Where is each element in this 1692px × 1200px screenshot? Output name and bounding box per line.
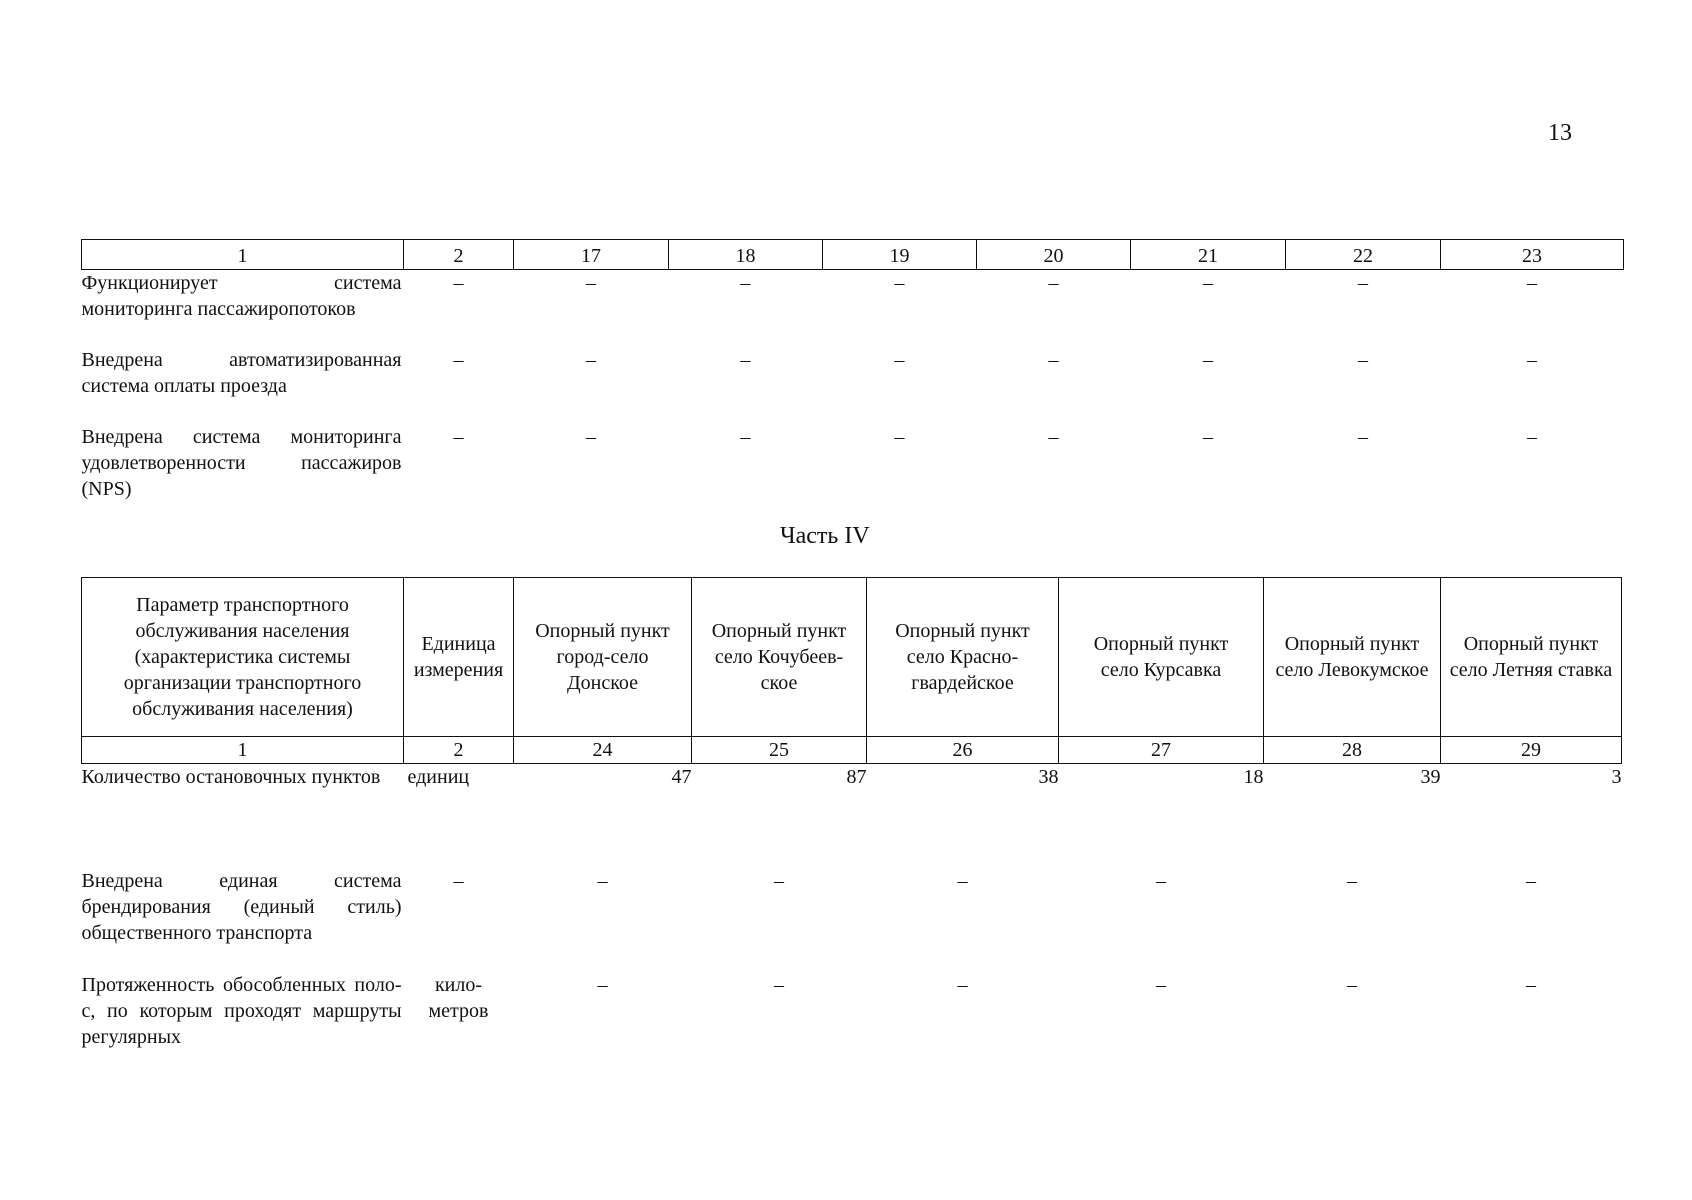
row-label: Внедрена единая система брендирования (единый стиль) общественного транспорта	[81, 869, 402, 944]
value-cell: –	[597, 973, 608, 996]
header-cell: Опорный пункт село Курсавка	[1059, 578, 1264, 737]
header-cell: 27	[1059, 737, 1264, 764]
value-cell: –	[957, 869, 968, 892]
value-cell: –	[774, 973, 784, 996]
cell: –	[1358, 272, 1368, 294]
unit-cell: кило-метров	[428, 973, 489, 1022]
cell: –	[1358, 425, 1368, 448]
value-cell: 87	[846, 766, 867, 788]
header-cell: Опорный пункт село Кочубеев-ское	[692, 578, 867, 737]
header-cell: Опорный пункт село Летняя ставка	[1441, 578, 1622, 737]
value-cell: –	[1156, 973, 1166, 996]
row-label: Внедрена система мониторинга удовлетворенности пассажиров (NPS)	[81, 425, 402, 500]
unit-cell: –	[453, 869, 464, 892]
header-cell: Опорный пункт село Левокумское	[1264, 578, 1441, 737]
header-cell: 20	[977, 240, 1131, 270]
table-row	[82, 270, 1624, 347]
value-cell: –	[1347, 973, 1357, 996]
cell: –	[894, 348, 905, 371]
header-cell: 23	[1441, 240, 1624, 270]
bottom-table	[81, 577, 1622, 1052]
cell: –	[453, 425, 464, 448]
header-cell: 24	[514, 737, 692, 764]
value-cell: 3	[1611, 766, 1622, 788]
header-cell: 1	[82, 737, 404, 764]
header-cell: 26	[867, 737, 1059, 764]
value-cell: –	[597, 869, 608, 892]
cell: –	[1358, 348, 1368, 371]
cell: –	[740, 425, 751, 448]
header-cell: 1	[82, 240, 404, 270]
cell: –	[894, 425, 905, 448]
header-cell: Параметр транспортного обслуживания населения (характеристика системы организации транспортного обслуживания населения)	[82, 578, 404, 737]
bottom-table-header-row	[82, 578, 1622, 737]
header-cell: 28	[1264, 737, 1441, 764]
cell: –	[1048, 348, 1059, 371]
cell: –	[586, 272, 596, 294]
cell: –	[1527, 348, 1537, 371]
bottom-table-number-row	[82, 737, 1622, 764]
header-cell: 29	[1441, 737, 1622, 764]
top-table	[81, 239, 1624, 504]
row-label: Внедрена автоматизированная система оплаты проезда	[81, 348, 402, 397]
header-cell: 22	[1286, 240, 1441, 270]
header-cell: 2	[404, 737, 514, 764]
row-label: Функционирует система мониторинга пассажиропотоков	[81, 272, 402, 320]
section-title: Часть IV	[780, 523, 870, 549]
value-cell: –	[1526, 869, 1536, 892]
cell: –	[1203, 272, 1213, 294]
cell: –	[1048, 425, 1059, 448]
row-label: Протяженность обособленных полос, по которым проходят маршруты регулярных	[81, 973, 402, 1048]
table-row	[82, 764, 1622, 868]
table-row	[82, 424, 1624, 504]
cell: –	[1203, 425, 1213, 448]
header-cell: Единица измерения	[404, 578, 514, 737]
value-cell: 39	[1420, 766, 1441, 788]
table-row	[82, 868, 1622, 972]
table-row	[82, 972, 1622, 1052]
cell: –	[1527, 425, 1537, 448]
cell: –	[586, 348, 596, 371]
header-cell: 18	[669, 240, 823, 270]
table-row	[82, 347, 1624, 424]
cell: –	[1203, 348, 1213, 371]
value-cell: –	[1347, 869, 1357, 892]
header-cell: Опорный пункт город-село Донское	[514, 578, 692, 737]
unit-cell: единиц	[407, 766, 470, 788]
value-cell: –	[774, 869, 784, 892]
cell: –	[453, 348, 464, 371]
header-cell: Опорный пункт село Красно-гвардейское	[867, 578, 1059, 737]
value-cell: –	[1156, 869, 1166, 892]
header-cell: 17	[514, 240, 669, 270]
value-cell: 38	[1038, 766, 1059, 788]
header-cell: 21	[1131, 240, 1286, 270]
cell: –	[453, 272, 464, 294]
page-number: 13	[1548, 120, 1572, 146]
value-cell: –	[1526, 973, 1536, 996]
top-table-header-row	[82, 240, 1624, 270]
value-cell: –	[957, 973, 968, 996]
header-cell: 25	[692, 737, 867, 764]
row-label: Количество остановочных пунктов	[81, 766, 381, 788]
cell: –	[740, 348, 751, 371]
value-cell: 47	[671, 766, 692, 788]
cell: –	[586, 425, 596, 448]
header-cell: 19	[823, 240, 977, 270]
cell: –	[894, 272, 905, 294]
cell: –	[1527, 272, 1537, 294]
cell: –	[1048, 272, 1059, 294]
value-cell: 18	[1243, 766, 1264, 788]
header-cell: 2	[404, 240, 514, 270]
cell: –	[740, 272, 751, 294]
